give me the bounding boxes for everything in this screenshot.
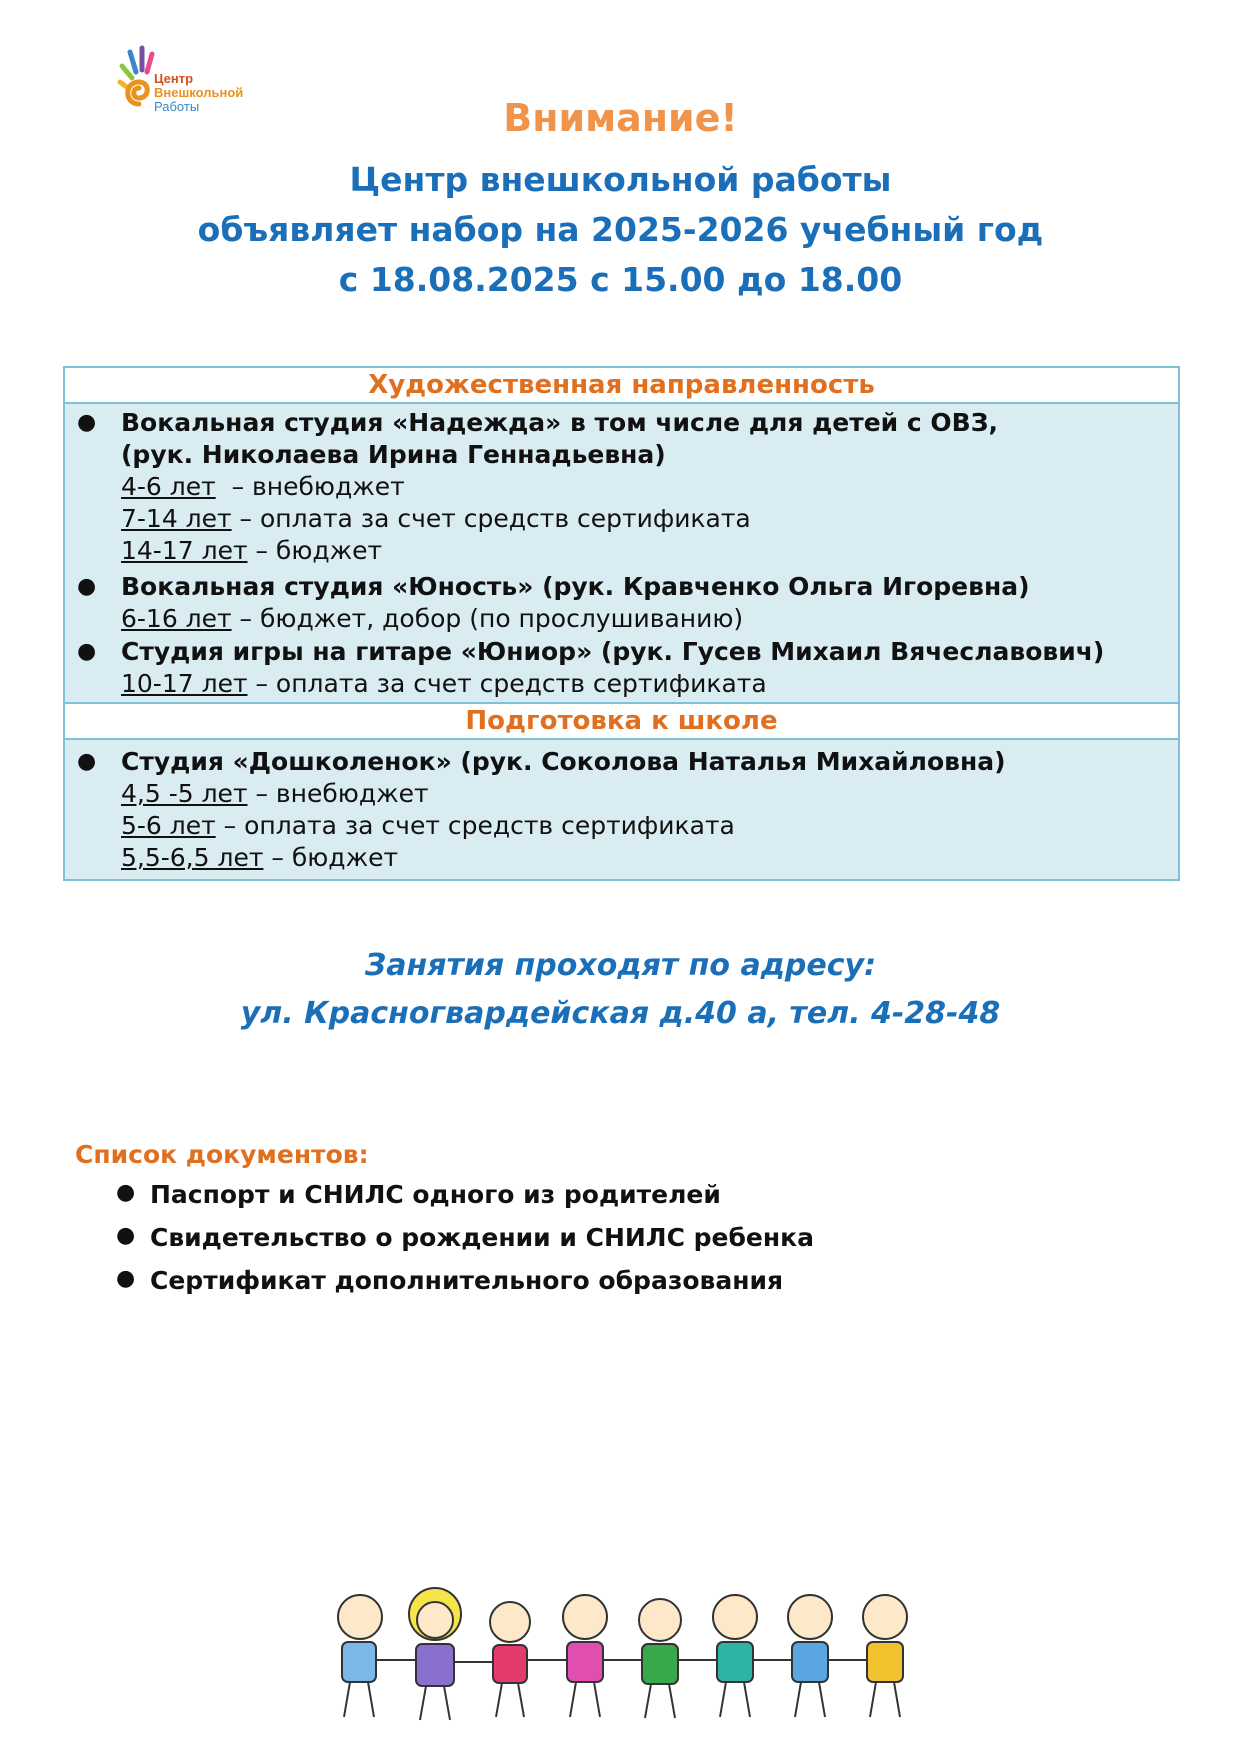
child-figure [678, 1595, 757, 1717]
funding-text: – бюджет [263, 843, 399, 872]
documents-title: Список документов: [75, 1140, 369, 1169]
section-school-prep-body [65, 740, 1178, 879]
program-age-row [121, 778, 429, 810]
age-range: 5,5-6,5 лет [121, 843, 264, 872]
bullet-icon: ● [77, 410, 97, 435]
program-age-row [121, 603, 743, 635]
section-artistic-title: Художественная направленность [65, 368, 1178, 402]
bullet-icon: ● [77, 639, 97, 664]
age-range: 7-14 лет [121, 504, 232, 533]
age-range: 14-17 лет [121, 536, 248, 565]
logo-line-1: Центр [154, 71, 194, 86]
funding-text: – внебюджет [247, 779, 429, 808]
age-range: 10-17 лет [121, 669, 248, 698]
age-range: 6-16 лет [121, 604, 232, 633]
funding-text: – бюджет, добор (по прослушиванию) [231, 604, 744, 633]
heading-line-1: Центр внешкольной работы [349, 160, 892, 199]
document-item: Свидетельство о рождении и СНИЛС ребенка [150, 1223, 814, 1252]
funding-text: – оплата за счет средств сертификата [231, 504, 751, 533]
funding-text: – оплата за счет средств сертификата [215, 811, 735, 840]
child-figure [454, 1602, 530, 1717]
program-title: Вокальная студия «Юность» (рук. Кравченко Ольга Игоревна) [121, 572, 1030, 601]
program-title: Вокальная студия «Надежда» в том числе для детей с ОВЗ, [121, 408, 998, 437]
child-figure [376, 1588, 461, 1720]
children-holding-hands-illustration [320, 1572, 960, 1737]
bullet-icon: ● [116, 1180, 136, 1205]
logo-line-2: Внешкольной [154, 85, 244, 100]
bullet-icon: ● [77, 574, 97, 599]
child-figure [338, 1595, 382, 1717]
age-range: 4-6 лет [121, 472, 216, 501]
document-item: Сертификат дополнительного образования [150, 1266, 784, 1295]
child-figure [527, 1595, 607, 1717]
address-heading: Занятия проходят по адресу: [364, 948, 877, 983]
address-details: ул. Красногвардейская д.40 а, тел. 4-28-48 [240, 996, 1001, 1031]
program-age-row [121, 535, 382, 567]
program-title: Студия «Дошколенок» (рук. Соколова Наталья Михайловна) [121, 747, 1006, 776]
child-figure [603, 1599, 681, 1718]
program-age-row [121, 810, 735, 842]
program-age-row [121, 471, 405, 503]
age-range: 5-6 лет [121, 811, 216, 840]
child-figure [828, 1595, 907, 1717]
heading-line-2: объявляет набор на 2025-2026 учебный год [197, 210, 1044, 249]
document-item: Паспорт и СНИЛС одного из родителей [150, 1180, 721, 1209]
funding-text: – оплата за счет средств сертификата [247, 669, 767, 698]
heading-line-3: с 18.08.2025 с 15.00 до 18.00 [338, 260, 903, 299]
program-leader: (рук. Николаева Ирина Геннадьевна) [121, 440, 666, 469]
attention-heading: Внимание! [503, 96, 738, 140]
programs-table [63, 366, 1180, 881]
logo-line-3: Работы [154, 99, 200, 114]
age-range: 4,5 -5 лет [121, 779, 248, 808]
bullet-icon: ● [116, 1223, 136, 1248]
program-age-row [121, 668, 767, 700]
program-age-row [121, 503, 751, 535]
child-figure [753, 1595, 832, 1717]
program-age-row [121, 842, 398, 874]
bullet-icon: ● [77, 749, 97, 774]
funding-text: – внебюджет [215, 472, 405, 501]
program-title: Студия игры на гитаре «Юниор» (рук. Гусев Михаил Вячеславович) [121, 637, 1105, 666]
section-artistic-body [65, 404, 1178, 702]
section-school-prep-title: Подготовка к школе [65, 704, 1178, 738]
funding-text: – бюджет [247, 536, 383, 565]
bullet-icon: ● [116, 1266, 136, 1291]
